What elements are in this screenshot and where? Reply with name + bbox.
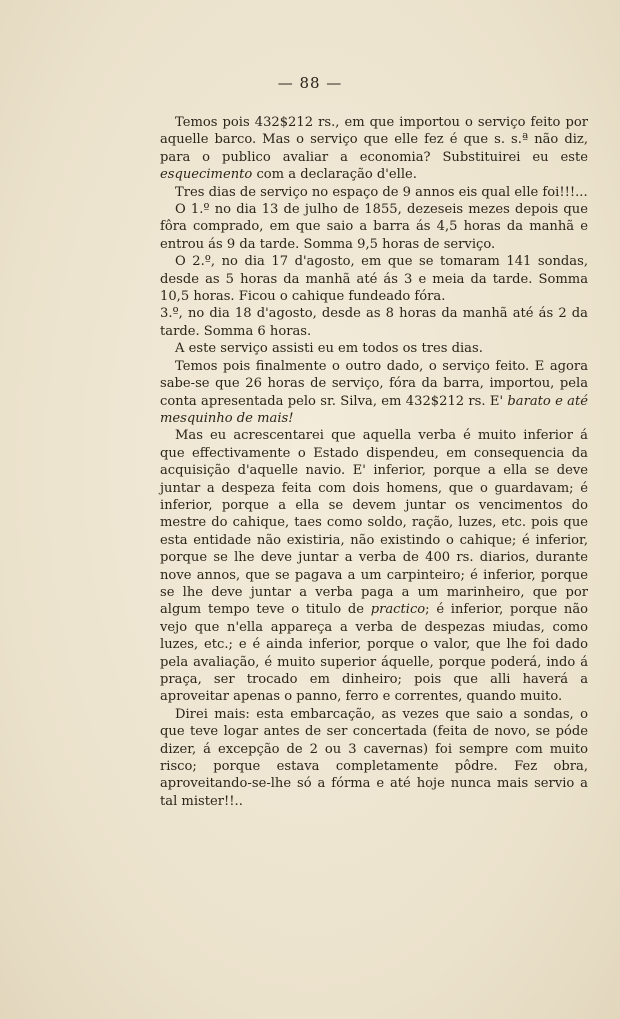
text-body (160, 114, 588, 810)
text-run: Temos pois 432$212 rs., em que importou o serviço feito por aquelle barco. Mas o serviço que elle fez é que s. s.ª não diz, para o publico avaliar a economia? Substituirei eu este (160, 115, 588, 165)
italic-text-run: esquecimento (160, 167, 253, 183)
text-run: A este serviço assisti eu em todos os tres dias. (175, 341, 483, 357)
paragraph (160, 340, 588, 357)
paragraph (160, 184, 588, 201)
italic-text-run: practico (370, 602, 426, 618)
paragraph (160, 358, 588, 428)
paragraph (160, 201, 588, 253)
italic-text-run: barato e até mesquinho de mais! (160, 393, 588, 426)
page-number: — 88 — (277, 74, 343, 92)
text-run: Tres dias de serviço no espaço de 9 annos eis qual elle foi!!!... (175, 184, 588, 200)
text-run: ; é inferior, porque não vejo que n'ella appareça a verba de despezas miudas, como luzes, etc.; e é ainda inferior, porque o valor, que lhe foi dado pela avaliação, é muito superior áquelle, porque poderá, indo á praça, ser trocado em dinheiro; pois que alli haverá a aproveitar apenas o panno, ferro e correntes, quando muito. (160, 602, 589, 705)
text-run: O 2.º, no dia 17 d'agosto, em que se tomaram 141 sondas, desde as 5 horas da manhã até ás 3 e meia da tarde. Somma 10,5 horas. Ficou o cahique fundeado fóra. (160, 254, 588, 305)
paragraph (160, 706, 588, 810)
text-run: Direi mais: esta embarcação, as vezes que saio a sondas, o que teve logar antes de ser concertada (feita de novo, se póde dizer, á excepção de 2 ou 3 cavernas) foi sempre com muito risco; porque estava completamente pôdre. Fez obra, aproveitando-se-lhe só a fórma e até hoje nunca mais servio a tal mister!!.. (160, 706, 588, 809)
paragraph (160, 114, 588, 184)
text-run: O 1.º no dia 13 de julho de 1855, dezeseis mezes depois que fôra comprado, em que saio a barra ás 4,5 horas da manhã e entrou ás 9 da tarde. Somma 9,5 horas de serviço. (160, 202, 588, 252)
text-run: Mas eu acrescentarei que aquella verba é muito inferior á que effectivamente o Estado dispendeu, em consequencia da acquisição d'aquelle navio. E' inferior, porque a ella se deve juntar a despeza feita com dois homens, que o guardavam; é inferior, porque a ella se devem juntar os vencimentos do mestre do cahique, taes como soldo, ração, luzes, etc. pois que esta entidade não existiria, não existindo o cahique; é inferior, porque se lhe deve juntar a verba de 400 rs. diarios, durante nove annos, que se pagava a um carpinteiro; é inferior, porque se lhe deve juntar a verba paga a um marinheiro, que por algum tempo teve o titulo de (160, 428, 588, 618)
paragraph (160, 427, 588, 706)
paragraph (160, 305, 588, 340)
paragraph (160, 253, 588, 305)
text-run: com a declaração d'elle. (252, 167, 417, 183)
text-run: Temos pois finalmente o outro dado, o serviço feito. E agora sabe-se que 26 horas de serviço, fóra da barra, importou, pela conta apresentada pelo sr. Silva, em 432$212 rs. E' (160, 358, 588, 409)
text-run: 3.º, no dia 18 d'agosto, desde as 8 horas da manhã até ás 2 da tarde. Somma 6 horas. (160, 306, 588, 339)
